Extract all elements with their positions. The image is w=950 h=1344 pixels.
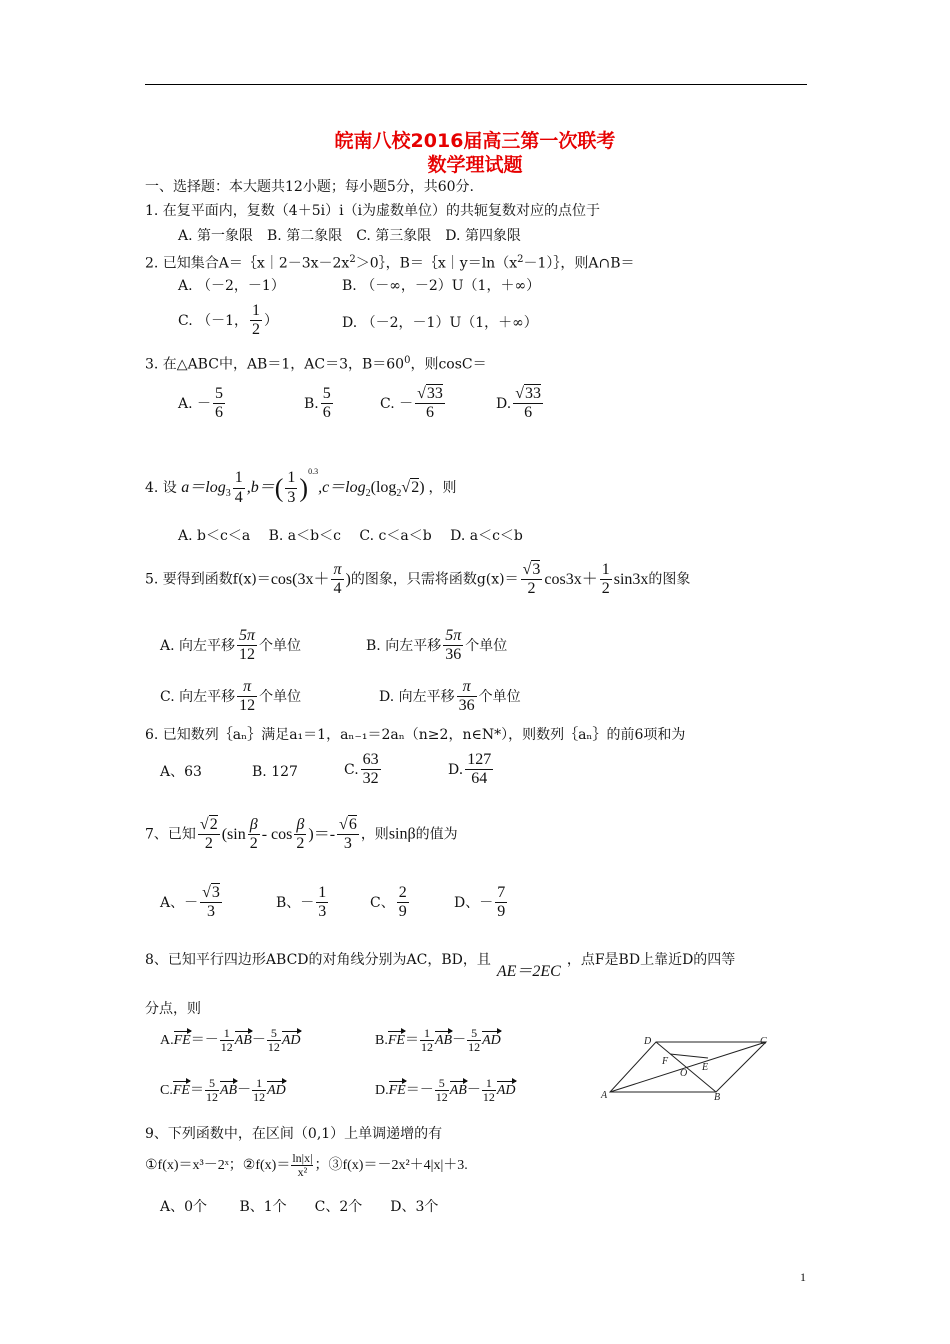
q4-tail: ，则	[428, 480, 457, 496]
q5-b-label: B. 向左平移	[366, 637, 442, 654]
q5-c-num: π	[237, 678, 257, 697]
q8-a-ab: AB	[234, 1032, 252, 1048]
exam-title: 皖南八校2016届高三第一次联考	[334, 130, 616, 152]
q3-sup: 0	[404, 355, 411, 366]
q6-stem: 6. 已知数列｛aₙ｝满足a₁＝1，aₙ₋₁＝2aₙ（n≥2，n∈N*），则数列｛aₙ｝的前6项和为	[145, 727, 686, 743]
q4-b-frac	[285, 469, 297, 507]
q7-a-label: A、－	[160, 894, 199, 911]
q7-b-den: 3	[318, 903, 327, 921]
q8-a-mid: －	[251, 1032, 266, 1048]
q5-a-den: 12	[239, 646, 256, 664]
q7-b1-frac	[248, 816, 260, 854]
q5-pi-num: π	[331, 561, 343, 580]
q9-stem: 9、下列函数中，在区间（0,1）上单调递增的有	[145, 1126, 443, 1142]
q5-a-unit: 个单位	[259, 637, 302, 654]
q4-formula	[181, 467, 428, 506]
q8-b-ad: AD	[482, 1032, 501, 1048]
q5-option-a	[160, 627, 301, 665]
q7-b2-num: β	[294, 816, 306, 835]
q3-b-den: 6	[322, 404, 331, 422]
q8-a-n2: 5	[267, 1027, 281, 1041]
q7-a-num: 3	[211, 884, 220, 901]
q3-a-num: 5	[213, 385, 225, 404]
q7-d-den: 9	[497, 903, 506, 921]
figure-label-e: E	[702, 1062, 709, 1073]
q7-sinb: sinβ	[388, 825, 416, 843]
q8-c-frac2	[252, 1077, 266, 1104]
q3-option-c	[380, 385, 447, 423]
q4-a-sub: 3	[225, 488, 231, 500]
q8-stem-b: ，点F是BD上靠近D的四等	[566, 952, 736, 968]
q8-b-ab: AB	[434, 1032, 453, 1048]
q2-option-c-frac	[250, 302, 262, 340]
q4-lparen: (	[274, 473, 284, 503]
q8-a-fe: FE	[173, 1032, 191, 1048]
q2-option-b: B. （－∞，－2）U（1，＋∞）	[342, 278, 541, 294]
q8-a-d1: 12	[220, 1040, 233, 1055]
q3-b-label: B.	[304, 395, 319, 412]
q7-c-frac	[397, 884, 409, 922]
q4-c-close: )	[419, 479, 425, 496]
q5-cos-close: )	[345, 570, 351, 588]
q5-f-formula	[270, 561, 351, 598]
q4-b-den: 3	[287, 488, 296, 506]
q8-a-label: A.	[160, 1032, 174, 1048]
q8-b-label: B.	[375, 1032, 388, 1048]
q7-paren: (sin	[221, 825, 246, 843]
q5-g-den: 2	[527, 580, 536, 598]
q4-rparen: )	[299, 473, 309, 503]
q8-option-d	[375, 1077, 516, 1104]
q3-b-num: 5	[321, 385, 333, 404]
q8-d-d2: 12	[482, 1090, 495, 1105]
q7-minus: - cos	[261, 825, 293, 843]
page-number: 1	[800, 1270, 806, 1284]
q4-c-inner: (log	[370, 479, 397, 496]
q5-a-frac	[237, 627, 257, 665]
q8-d-ab: AB	[449, 1082, 467, 1098]
q2-sup-2: 2	[517, 254, 524, 265]
q2-sup-1: 2	[349, 254, 356, 265]
q8-c-n1: 5	[205, 1077, 219, 1091]
q8-b-n1: 1	[420, 1027, 434, 1041]
q8-d-fe: FE	[388, 1082, 406, 1098]
q5-g2-frac	[600, 561, 612, 599]
q7-f1-num-wrap: √2	[198, 816, 220, 835]
figure-label-f: F	[662, 1056, 669, 1067]
q8-c-d1: 12	[205, 1090, 218, 1105]
q3-c-num: 33	[426, 385, 443, 402]
q7-r-frac	[337, 816, 359, 854]
q3-a-den: 6	[215, 404, 224, 422]
q8-c-mid: －	[237, 1082, 252, 1098]
q8-b-fe: FE	[387, 1032, 405, 1048]
q6-option-b: B. 127	[252, 764, 298, 780]
q3-option-a	[178, 385, 227, 423]
q6-option-d	[448, 751, 495, 789]
q8-d-n2: 1	[482, 1077, 496, 1091]
figure-label-c: C	[760, 1036, 767, 1047]
q3-a-frac	[213, 385, 225, 423]
q2-c-num: 1	[250, 302, 262, 321]
exam-subtitle: 数学理试题	[427, 154, 523, 176]
q8-b-frac1	[420, 1027, 434, 1054]
q6-d-frac	[465, 751, 493, 789]
q4-a-num: 1	[233, 469, 245, 488]
q8-a-d2: 12	[267, 1040, 280, 1055]
q4-a-den: 4	[234, 488, 243, 506]
q9-f2-post: ；	[314, 1157, 329, 1173]
q5-c-label: C. 向左平移	[160, 688, 236, 705]
q8-d-mid: －	[466, 1082, 481, 1098]
q6-option-a: A、63	[160, 764, 202, 780]
q3-d-den: 6	[524, 404, 533, 422]
q4-c-inner-sub: 2	[396, 488, 402, 500]
q4-b: ,b＝	[246, 479, 275, 496]
q2-option-a: A. （－2，－1）	[178, 278, 285, 294]
q6-d-num: 127	[465, 751, 493, 770]
q7-a-den: 3	[207, 903, 216, 921]
q8-c-ab: AB	[219, 1082, 238, 1098]
q8-d-label: D.	[375, 1082, 389, 1098]
q7-b2-frac	[294, 816, 306, 854]
q5-c-frac	[237, 678, 257, 716]
q6-c-label: C.	[344, 761, 359, 778]
figure-label-d: D	[644, 1036, 652, 1047]
q8-d-ad: AD	[496, 1082, 516, 1098]
q5-g-cos: cos3x＋	[544, 570, 598, 588]
q8-d-frac1	[435, 1077, 449, 1104]
q8-c-n2: 1	[252, 1077, 266, 1091]
q3-c-label: C. －	[380, 395, 414, 412]
q1-options: A. 第一象限 B. 第二象限 C. 第三象限 D. 第四象限	[178, 228, 521, 244]
q8-b-mid: －	[452, 1032, 467, 1048]
q8-a-sign: ＝－	[190, 1032, 219, 1048]
q7-c-label: C、	[370, 894, 395, 911]
q7-r-den: 3	[343, 835, 352, 853]
q8-c-fe: FE	[172, 1082, 190, 1098]
q5-option-c	[160, 678, 301, 716]
q2-stem-b: ＞0｝，B＝｛x｜y＝ln（x	[355, 255, 518, 272]
q8-c-sign: ＝	[189, 1082, 204, 1098]
q5-a-num: 5π	[237, 627, 257, 646]
q5-option-b	[366, 627, 507, 665]
q4-a-frac	[233, 469, 245, 507]
q6-c-frac	[361, 751, 381, 789]
q3-stem	[145, 351, 487, 375]
q9-f2-frac	[291, 1152, 313, 1179]
q4-b-num: 1	[285, 469, 297, 488]
q2-option-c-post: ）	[264, 312, 279, 329]
q8-a-ad: AD	[281, 1032, 301, 1048]
q5-g-sin: sin3x	[613, 570, 649, 588]
q8-a-n1: 1	[220, 1027, 234, 1041]
q5-b-den: 36	[445, 646, 462, 664]
q7-option-a	[160, 884, 224, 922]
q7-a-frac	[200, 884, 222, 922]
q4-a: a＝log	[181, 479, 226, 496]
q2-stem-c: －1）｝，则A∩B＝	[523, 255, 635, 272]
q5-pi-frac	[331, 561, 343, 599]
q5-c-den: 12	[239, 697, 256, 715]
q7-d-num: 7	[495, 884, 507, 903]
q3-c-num-wrap: √33	[415, 385, 445, 404]
q5-stem-a: 5. 要得到函数f(x)＝	[145, 571, 271, 588]
section-heading: 一、选择题：本大题共12小题；每小题5分，共60分.	[145, 179, 474, 195]
q5-d-label: D. 向左平移	[379, 688, 455, 705]
figure-label-b: B	[714, 1092, 721, 1102]
q8-stem	[145, 950, 736, 980]
q7-f1-num: 2	[209, 816, 218, 833]
q2-c-den: 2	[252, 321, 261, 339]
q7-f1-den: 2	[204, 835, 213, 853]
q8-d-frac2	[482, 1077, 496, 1104]
q7-b-num: 1	[316, 884, 328, 903]
segment-fe	[670, 1054, 708, 1058]
q4-sqrt: √2	[401, 479, 420, 496]
q7-r-num-wrap: √6	[337, 816, 359, 835]
q4-b-exp: 0.3	[308, 467, 319, 476]
q2-stem-a: 2. 已知集合A＝｛x｜2－3x－2x	[145, 255, 350, 272]
q6-c-num: 63	[361, 751, 381, 770]
q4-options: A. b＜c＜a B. a＜b＜c C. c＜a＜b D. a＜c＜b	[178, 528, 523, 544]
q8-b-d2: 12	[468, 1040, 481, 1055]
q7-stem	[145, 816, 458, 854]
q5-b-frac	[443, 627, 463, 665]
q8-stem-c: 分点，则	[145, 1001, 201, 1017]
q6-d-label: D.	[448, 761, 464, 778]
q3-d-num: 33	[524, 385, 541, 402]
q8-d-n1: 5	[435, 1077, 449, 1091]
q3-c-frac	[415, 385, 445, 423]
q3-c-den: 6	[426, 404, 435, 422]
q7-eq: )＝-	[308, 825, 336, 843]
q8-option-c	[160, 1077, 286, 1104]
q5-d-den: 36	[458, 697, 475, 715]
q3-d-num-wrap: √33	[513, 385, 543, 404]
q1-stem: 1. 在复平面内，复数（4＋5i）i（i为虚数单位）的共轭复数对应的点位于	[145, 203, 601, 219]
q5-d-frac	[457, 678, 477, 716]
q8-eq: AE＝2EC	[496, 963, 561, 980]
q7-c-den: 9	[398, 903, 407, 921]
q7-b2-den: 2	[296, 835, 305, 853]
q8-c-d2: 12	[253, 1090, 266, 1105]
q8-b-sign: ＝	[404, 1032, 419, 1048]
q3-option-d	[496, 385, 545, 423]
q7-b1-den: 2	[249, 835, 258, 853]
q8-b-frac2	[467, 1027, 481, 1054]
q7-d-label: D、－	[454, 894, 494, 911]
q4-stem	[145, 462, 457, 507]
top-rule	[145, 84, 807, 85]
q7-b-frac	[316, 884, 328, 922]
q5-g-num-wrap: √3	[521, 561, 543, 580]
q9-f2-num: ln|x|	[292, 1151, 313, 1165]
q9-f3: ③f(x)＝－2x²＋4|x|＋3.	[328, 1157, 468, 1173]
q5-pi-den: 4	[333, 580, 342, 598]
q7-option-d	[454, 884, 509, 922]
figure-label-o: O	[680, 1068, 688, 1079]
q9-f2-den: x²	[297, 1165, 308, 1180]
q8-a-frac1	[220, 1027, 234, 1054]
q5-b-unit: 个单位	[465, 637, 508, 654]
q6-d-den: 64	[471, 770, 488, 788]
q9-functions	[145, 1152, 468, 1179]
q8-option-a	[160, 1027, 301, 1054]
q5-g2-num: 1	[600, 561, 612, 580]
q5-d-num: π	[457, 678, 477, 697]
q7-d-frac	[495, 884, 507, 922]
q7-c-num: 2	[397, 884, 409, 903]
q7-a-num-wrap: √3	[200, 884, 222, 903]
q5-a-label: A. 向左平移	[160, 637, 236, 654]
q5-stem-c: 的图象	[648, 571, 691, 588]
q7-label: 7、已知	[145, 826, 196, 843]
q3-d-label: D.	[496, 395, 512, 412]
q5-stem-b: 的图象，只需将函数g(x)＝	[350, 571, 519, 588]
q2-stem	[145, 250, 635, 274]
q5-b-num: 5π	[443, 627, 463, 646]
q8-d-sign: ＝－	[405, 1082, 434, 1098]
q6-option-c	[344, 751, 383, 789]
q7-tail-b: 的值为	[415, 826, 458, 843]
q9-f1: ①f(x)＝x³－2ˣ；	[145, 1157, 243, 1173]
q8-c-ad: AD	[267, 1082, 286, 1098]
q5-d-unit: 个单位	[478, 688, 521, 705]
q4-c-rad: 2	[411, 479, 420, 496]
figure-label-a: A	[601, 1090, 608, 1101]
q5-g-formula	[519, 561, 649, 598]
q9-options: A、0个 B、1个 C、2个 D、3个	[160, 1199, 439, 1215]
q7-tail-a: ，则	[360, 826, 389, 843]
q7-option-b	[276, 884, 330, 922]
q5-option-d	[379, 678, 521, 716]
q3-a-label: A. －	[178, 395, 212, 412]
q5-g2-den: 2	[601, 580, 610, 598]
q7-formula	[196, 816, 361, 853]
q5-g-num: 3	[532, 561, 541, 578]
q5-c-unit: 个单位	[259, 688, 302, 705]
q6-c-den: 32	[362, 770, 379, 788]
q8-d-d1: 12	[435, 1090, 448, 1105]
q8-option-b	[375, 1027, 501, 1054]
q4-label: 4. 设	[145, 480, 177, 496]
parallelogram-figure	[598, 1030, 778, 1102]
q2-option-c	[178, 302, 278, 340]
q8-c-frac1	[205, 1077, 219, 1104]
q5-g-frac	[521, 561, 543, 599]
q8-b-n2: 5	[467, 1027, 481, 1041]
q3-b-frac	[321, 385, 333, 423]
q4-c: ,c＝log	[318, 479, 366, 496]
q5-cos: cos(3x＋	[270, 570, 330, 588]
q5-stem	[145, 561, 690, 599]
q7-b-label: B、－	[276, 894, 315, 911]
q3-option-b	[304, 385, 335, 423]
q9-f2-pre: ②f(x)＝	[242, 1157, 291, 1173]
q8-b-d1: 12	[420, 1040, 433, 1055]
q4-c-sub: 2	[365, 488, 371, 500]
q7-option-c	[370, 884, 411, 922]
q3-stem-end: ，则cosC＝	[410, 356, 487, 373]
q7-r-num: 6	[348, 816, 357, 833]
q8-c-label: C.	[160, 1082, 173, 1098]
q7-b1-num: β	[248, 816, 260, 835]
q8-a-frac2	[267, 1027, 281, 1054]
q2-option-d: D. （－2，－1）U（1，＋∞）	[342, 315, 538, 331]
q3-stem-text: 3. 在△ABC中，AB＝1，AC＝3，B＝60	[145, 356, 405, 373]
q7-f1-frac	[198, 816, 220, 854]
q2-option-c-pre: C. （－1，	[178, 312, 249, 329]
q3-d-frac	[513, 385, 543, 423]
q8-stem-a: 8、已知平行四边形ABCD的对角线分别为AC，BD，且	[145, 952, 491, 968]
